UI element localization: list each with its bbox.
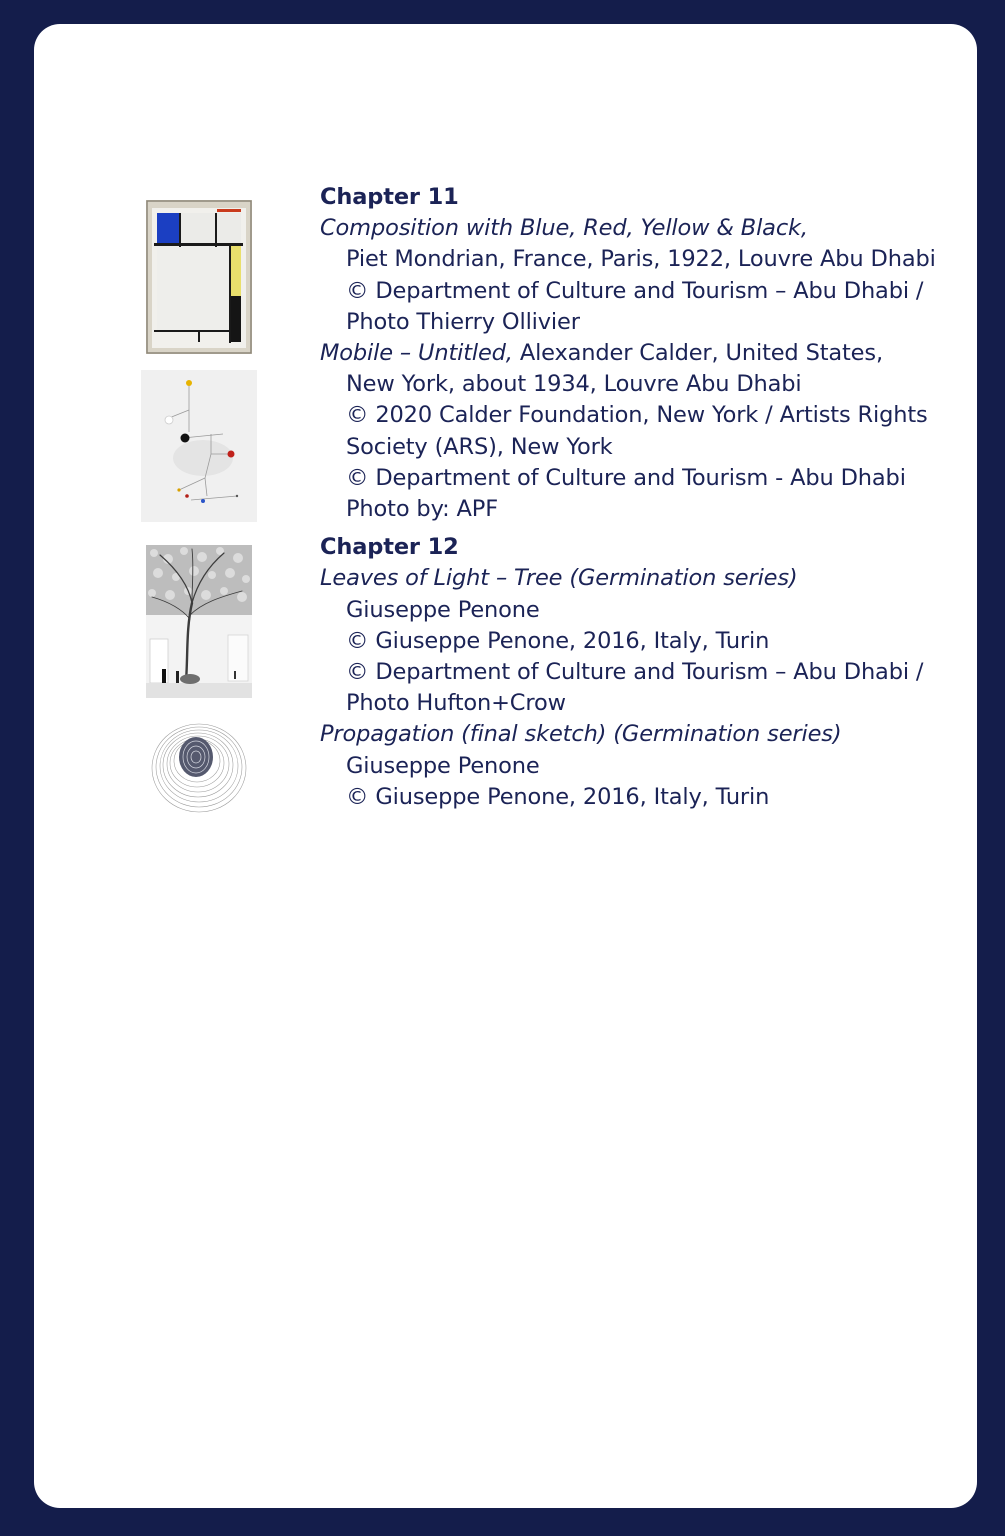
calder-mobile-image <box>141 370 257 522</box>
penone-propagation-thumbnail <box>149 721 251 815</box>
credit-line: Giuseppe Penone <box>346 752 540 779</box>
credits-card <box>34 24 977 1508</box>
credit-line: New York, about 1934, Louvre Abu Dhabi <box>346 371 802 398</box>
artwork-title-suffix: Alexander Calder, United States, <box>512 340 883 367</box>
penone-tree-thumbnail <box>146 545 252 698</box>
mondrian-artwork-thumbnail <box>146 200 252 354</box>
credit-line: © Department of Culture and Tourism – Abu Dhabi / <box>346 277 924 304</box>
artwork-credit-penone-tree <box>320 563 970 719</box>
artwork-credit-penone-propagation <box>320 719 970 813</box>
image-credits-list <box>320 182 970 813</box>
credit-line: Photo Thierry Ollivier <box>346 308 580 335</box>
credit-line: Photo Hufton+Crow <box>346 690 566 717</box>
artwork-title: Composition with Blue, Red, Yellow & Black, <box>320 215 808 242</box>
mondrian-painting-image <box>146 200 252 354</box>
artwork-title: Mobile – Untitled, <box>320 340 513 367</box>
chapter-heading: Chapter 12 <box>320 534 459 561</box>
credit-line: © Department of Culture and Tourism - Abu Dhabi <box>346 464 906 491</box>
calder-mobile-thumbnail <box>141 370 257 522</box>
credit-line: © Department of Culture and Tourism – Abu Dhabi / <box>346 659 924 686</box>
credit-line: Photo by: APF <box>346 496 498 523</box>
chapter-11-section <box>320 182 970 525</box>
credit-line: © 2020 Calder Foundation, New York / Artists Rights <box>346 402 928 429</box>
artwork-title: Leaves of Light – Tree (Germination series) <box>320 565 798 592</box>
credit-line: © Giuseppe Penone, 2016, Italy, Turin <box>346 627 770 654</box>
chapter-heading: Chapter 11 <box>320 184 459 210</box>
credit-line: Society (ARS), New York <box>346 433 613 460</box>
artwork-credit-calder <box>320 338 970 525</box>
credit-line: Piet Mondrian, France, Paris, 1922, Louvre Abu Dhabi <box>346 246 936 273</box>
chapter-12-section <box>320 532 970 813</box>
propagation-sketch-image <box>149 721 251 815</box>
credit-line: © Giuseppe Penone, 2016, Italy, Turin <box>346 783 770 810</box>
artwork-title: Propagation (final sketch) (Germination series) <box>320 721 842 748</box>
leaves-of-light-tree-image <box>146 545 252 698</box>
credit-line: Giuseppe Penone <box>346 596 540 623</box>
artwork-credit-mondrian <box>320 213 970 338</box>
